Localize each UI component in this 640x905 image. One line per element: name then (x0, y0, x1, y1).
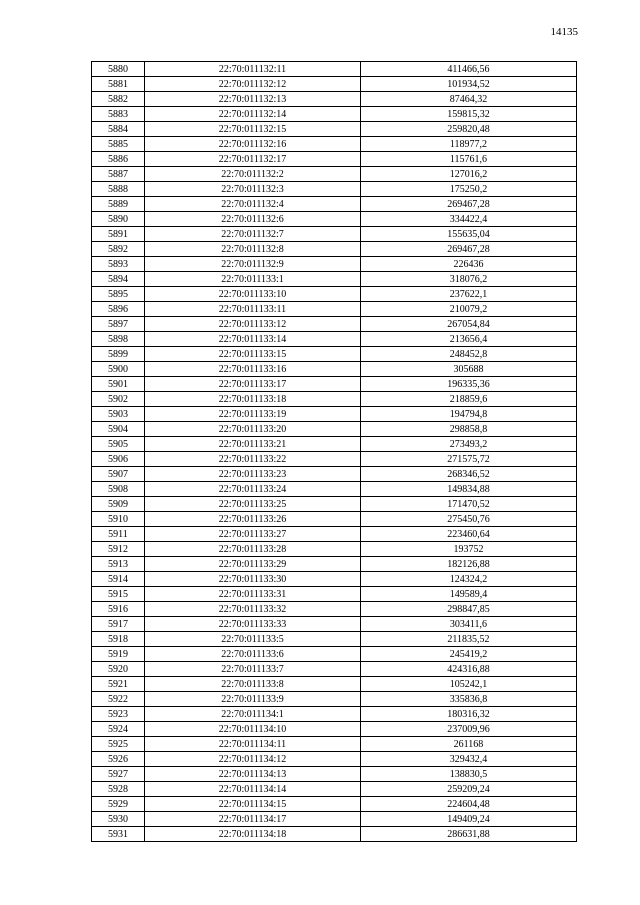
cadastral-number-cell: 22:70:011134:17 (145, 812, 361, 827)
row-number-cell: 5886 (92, 152, 145, 167)
cadastral-number-cell: 22:70:011133:14 (145, 332, 361, 347)
row-number-cell: 5900 (92, 362, 145, 377)
cadastral-value-cell: 298858,8 (361, 422, 577, 437)
table-row (92, 107, 577, 122)
cadastral-value-cell: 87464,32 (361, 92, 577, 107)
row-number-cell: 5897 (92, 317, 145, 332)
cadastral-number-cell: 22:70:011133:32 (145, 602, 361, 617)
table-row (92, 272, 577, 287)
cadastral-value-cell: 196335,36 (361, 377, 577, 392)
table-row (92, 752, 577, 767)
cadastral-number-cell: 22:70:011134:13 (145, 767, 361, 782)
row-number-cell: 5910 (92, 512, 145, 527)
cadastral-value-cell: 115761,6 (361, 152, 577, 167)
row-number-cell: 5893 (92, 257, 145, 272)
cadastral-number-cell: 22:70:011132:15 (145, 122, 361, 137)
cadastral-number-cell: 22:70:011133:10 (145, 287, 361, 302)
row-number-cell: 5920 (92, 662, 145, 677)
row-number-cell: 5892 (92, 242, 145, 257)
cadastral-number-cell: 22:70:011133:26 (145, 512, 361, 527)
cadastral-value-cell: 101934,52 (361, 77, 577, 92)
table-row (92, 407, 577, 422)
row-number-cell: 5930 (92, 812, 145, 827)
cadastral-value-cell: 303411,6 (361, 617, 577, 632)
row-number-cell: 5912 (92, 542, 145, 557)
row-number-cell: 5903 (92, 407, 145, 422)
row-number-cell: 5918 (92, 632, 145, 647)
table-row (92, 212, 577, 227)
cadastral-number-cell: 22:70:011132:16 (145, 137, 361, 152)
row-number-cell: 5921 (92, 677, 145, 692)
cadastral-value-cell: 237622,1 (361, 287, 577, 302)
cadastral-number-cell: 22:70:011133:15 (145, 347, 361, 362)
row-number-cell: 5909 (92, 497, 145, 512)
table-row (92, 62, 577, 77)
table-row (92, 467, 577, 482)
cadastral-value-cell: 210079,2 (361, 302, 577, 317)
row-number-cell: 5891 (92, 227, 145, 242)
cadastral-value-cell: 218859,6 (361, 392, 577, 407)
row-number-cell: 5919 (92, 647, 145, 662)
row-number-cell: 5898 (92, 332, 145, 347)
table-row (92, 572, 577, 587)
row-number-cell: 5929 (92, 797, 145, 812)
cadastral-number-cell: 22:70:011132:13 (145, 92, 361, 107)
row-number-cell: 5908 (92, 482, 145, 497)
cadastral-number-cell: 22:70:011133:20 (145, 422, 361, 437)
cadastral-number-cell: 22:70:011134:11 (145, 737, 361, 752)
cadastral-value-cell: 261168 (361, 737, 577, 752)
table-row (92, 587, 577, 602)
table-row (92, 647, 577, 662)
table-row (92, 557, 577, 572)
cadastral-number-cell: 22:70:011133:17 (145, 377, 361, 392)
row-number-cell: 5927 (92, 767, 145, 782)
cadastral-value-cell: 305688 (361, 362, 577, 377)
cadastral-value-cell: 118977,2 (361, 137, 577, 152)
row-number-cell: 5884 (92, 122, 145, 137)
cadastral-number-cell: 22:70:011133:9 (145, 692, 361, 707)
table-row (92, 452, 577, 467)
cadastral-number-cell: 22:70:011133:22 (145, 452, 361, 467)
cadastral-value-cell: 124324,2 (361, 572, 577, 587)
row-number-cell: 5922 (92, 692, 145, 707)
cadastral-value-cell: 267054,84 (361, 317, 577, 332)
row-number-cell: 5882 (92, 92, 145, 107)
table-row (92, 677, 577, 692)
row-number-cell: 5916 (92, 602, 145, 617)
cadastral-number-cell: 22:70:011133:29 (145, 557, 361, 572)
table-row (92, 152, 577, 167)
row-number-cell: 5907 (92, 467, 145, 482)
table-row (92, 302, 577, 317)
cadastral-number-cell: 22:70:011133:27 (145, 527, 361, 542)
table-row (92, 797, 577, 812)
cadastral-value-cell: 224604,48 (361, 797, 577, 812)
cadastral-number-cell: 22:70:011134:15 (145, 797, 361, 812)
cadastral-value-cell: 259820,48 (361, 122, 577, 137)
row-number-cell: 5887 (92, 167, 145, 182)
cadastral-number-cell: 22:70:011133:16 (145, 362, 361, 377)
cadastral-value-cell: 193752 (361, 542, 577, 557)
table-row (92, 257, 577, 272)
table-row (92, 827, 577, 842)
row-number-cell: 5894 (92, 272, 145, 287)
cadastral-number-cell: 22:70:011132:2 (145, 167, 361, 182)
cadastral-number-cell: 22:70:011133:30 (145, 572, 361, 587)
row-number-cell: 5905 (92, 437, 145, 452)
cadastral-value-cell: 127016,2 (361, 167, 577, 182)
table-row (92, 122, 577, 137)
cadastral-number-cell: 22:70:011134:18 (145, 827, 361, 842)
cadastral-number-cell: 22:70:011133:21 (145, 437, 361, 452)
cadastral-value-cell: 194794,8 (361, 407, 577, 422)
row-number-cell: 5890 (92, 212, 145, 227)
cadastral-number-cell: 22:70:011134:10 (145, 722, 361, 737)
cadastral-value-cell: 334422,4 (361, 212, 577, 227)
cadastral-number-cell: 22:70:011132:6 (145, 212, 361, 227)
cadastral-value-cell: 175250,2 (361, 182, 577, 197)
cadastral-number-cell: 22:70:011133:31 (145, 587, 361, 602)
row-number-cell: 5931 (92, 827, 145, 842)
table-row (92, 542, 577, 557)
row-number-cell: 5917 (92, 617, 145, 632)
table-row (92, 527, 577, 542)
cadastral-value-cell: 237009,96 (361, 722, 577, 737)
table-row (92, 137, 577, 152)
table-row (92, 287, 577, 302)
table-row (92, 332, 577, 347)
cadastral-value-cell: 211835,52 (361, 632, 577, 647)
cadastral-number-cell: 22:70:011132:3 (145, 182, 361, 197)
cadastral-value-cell: 335836,8 (361, 692, 577, 707)
cadastral-value-cell: 248452,8 (361, 347, 577, 362)
table-row (92, 197, 577, 212)
cadastral-number-cell: 22:70:011132:4 (145, 197, 361, 212)
row-number-cell: 5885 (92, 137, 145, 152)
table-row (92, 227, 577, 242)
table-row (92, 437, 577, 452)
table-row (92, 347, 577, 362)
cadastral-value-cell: 171470,52 (361, 497, 577, 512)
cadastral-value-cell: 275450,76 (361, 512, 577, 527)
cadastral-number-cell: 22:70:011133:23 (145, 467, 361, 482)
cadastral-value-cell: 424316,88 (361, 662, 577, 677)
table-row (92, 392, 577, 407)
cadastral-value-cell: 329432,4 (361, 752, 577, 767)
row-number-cell: 5923 (92, 707, 145, 722)
cadastral-number-cell: 22:70:011133:18 (145, 392, 361, 407)
cadastral-number-cell: 22:70:011133:8 (145, 677, 361, 692)
cadastral-value-cell: 149589,4 (361, 587, 577, 602)
cadastral-number-cell: 22:70:011132:11 (145, 62, 361, 77)
cadastral-number-cell: 22:70:011133:1 (145, 272, 361, 287)
table-row (92, 602, 577, 617)
cadastral-value-cell: 155635,04 (361, 227, 577, 242)
cadastral-number-cell: 22:70:011132:14 (145, 107, 361, 122)
table-row (92, 617, 577, 632)
cadastral-number-cell: 22:70:011133:28 (145, 542, 361, 557)
table-row (92, 512, 577, 527)
cadastral-number-cell: 22:70:011132:17 (145, 152, 361, 167)
table-row (92, 422, 577, 437)
cadastral-number-cell: 22:70:011132:7 (145, 227, 361, 242)
table-row (92, 167, 577, 182)
cadastral-number-cell: 22:70:011133:11 (145, 302, 361, 317)
row-number-cell: 5883 (92, 107, 145, 122)
cadastral-value-cell: 286631,88 (361, 827, 577, 842)
cadastral-value-cell: 411466,56 (361, 62, 577, 77)
table-row (92, 497, 577, 512)
cadastral-number-cell: 22:70:011133:25 (145, 497, 361, 512)
cadastral-number-cell: 22:70:011133:5 (145, 632, 361, 647)
cadastral-value-cell: 245419,2 (361, 647, 577, 662)
table-row (92, 722, 577, 737)
cadastral-value-cell: 182126,88 (361, 557, 577, 572)
table-row (92, 812, 577, 827)
cadastral-value-cell: 159815,32 (361, 107, 577, 122)
cadastral-value-cell: 149409,24 (361, 812, 577, 827)
cadastral-value-cell: 223460,64 (361, 527, 577, 542)
cadastral-number-cell: 22:70:011133:12 (145, 317, 361, 332)
table-row (92, 182, 577, 197)
row-number-cell: 5888 (92, 182, 145, 197)
row-number-cell: 5913 (92, 557, 145, 572)
row-number-cell: 5880 (92, 62, 145, 77)
cadastral-value-cell: 259209,24 (361, 782, 577, 797)
row-number-cell: 5926 (92, 752, 145, 767)
cadastral-value-cell: 138830,5 (361, 767, 577, 782)
table-row (92, 632, 577, 647)
cadastral-number-cell: 22:70:011134:1 (145, 707, 361, 722)
cadastral-number-cell: 22:70:011132:12 (145, 77, 361, 92)
table-body (92, 62, 577, 842)
row-number-cell: 5915 (92, 587, 145, 602)
table-row (92, 767, 577, 782)
cadastral-value-cell: 149834,88 (361, 482, 577, 497)
table-row (92, 377, 577, 392)
table-row (92, 482, 577, 497)
cadastral-value-cell: 298847,85 (361, 602, 577, 617)
table-row (92, 692, 577, 707)
row-number-cell: 5928 (92, 782, 145, 797)
cadastral-value-cell: 180316,32 (361, 707, 577, 722)
row-number-cell: 5925 (92, 737, 145, 752)
cadastral-value-table (91, 61, 577, 842)
cadastral-value-cell: 273493,2 (361, 437, 577, 452)
row-number-cell: 5896 (92, 302, 145, 317)
page-number: 14135 (550, 26, 578, 38)
cadastral-number-cell: 22:70:011133:6 (145, 647, 361, 662)
cadastral-table-container (91, 61, 576, 842)
cadastral-number-cell: 22:70:011133:24 (145, 482, 361, 497)
cadastral-number-cell: 22:70:011132:9 (145, 257, 361, 272)
table-row (92, 242, 577, 257)
cadastral-value-cell: 269467,28 (361, 197, 577, 212)
row-number-cell: 5914 (92, 572, 145, 587)
row-number-cell: 5899 (92, 347, 145, 362)
row-number-cell: 5902 (92, 392, 145, 407)
table-row (92, 77, 577, 92)
cadastral-value-cell: 105242,1 (361, 677, 577, 692)
table-row (92, 737, 577, 752)
row-number-cell: 5889 (92, 197, 145, 212)
row-number-cell: 5901 (92, 377, 145, 392)
row-number-cell: 5904 (92, 422, 145, 437)
table-row (92, 662, 577, 677)
cadastral-number-cell: 22:70:011133:19 (145, 407, 361, 422)
row-number-cell: 5911 (92, 527, 145, 542)
cadastral-value-cell: 318076,2 (361, 272, 577, 287)
row-number-cell: 5895 (92, 287, 145, 302)
row-number-cell: 5906 (92, 452, 145, 467)
cadastral-value-cell: 269467,28 (361, 242, 577, 257)
cadastral-number-cell: 22:70:011133:33 (145, 617, 361, 632)
cadastral-number-cell: 22:70:011134:12 (145, 752, 361, 767)
cadastral-number-cell: 22:70:011132:8 (145, 242, 361, 257)
cadastral-number-cell: 22:70:011134:14 (145, 782, 361, 797)
table-row (92, 317, 577, 332)
cadastral-value-cell: 226436 (361, 257, 577, 272)
table-row (92, 92, 577, 107)
cadastral-value-cell: 268346,52 (361, 467, 577, 482)
table-row (92, 362, 577, 377)
row-number-cell: 5881 (92, 77, 145, 92)
cadastral-value-cell: 213656,4 (361, 332, 577, 347)
table-row (92, 707, 577, 722)
cadastral-value-cell: 271575,72 (361, 452, 577, 467)
table-row (92, 782, 577, 797)
cadastral-number-cell: 22:70:011133:7 (145, 662, 361, 677)
row-number-cell: 5924 (92, 722, 145, 737)
